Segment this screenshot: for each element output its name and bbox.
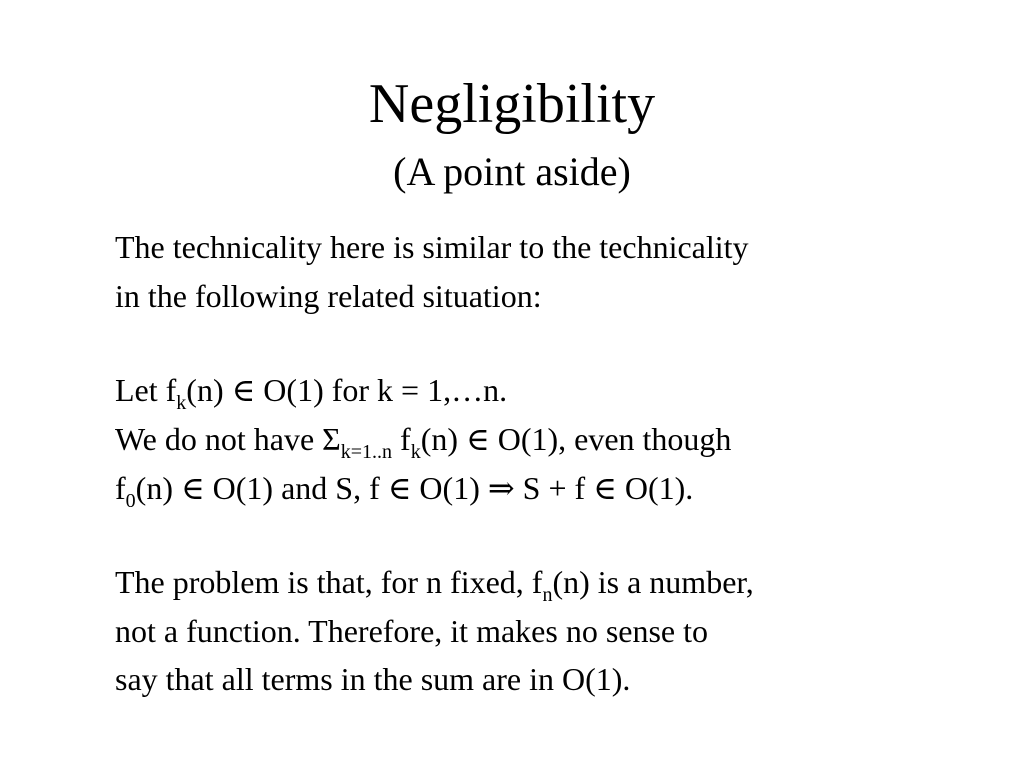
slide-subtitle: (A point aside) xyxy=(393,149,631,194)
paragraph-3-line-1 xyxy=(115,562,754,606)
subscript: n xyxy=(542,584,553,606)
text-segment: f xyxy=(115,470,126,506)
text-segment: We do not have Σ xyxy=(115,421,341,457)
subscript: k xyxy=(410,441,421,463)
text-segment: (n) ∈ O(1), even though xyxy=(420,421,732,457)
text-segment: (n) ∈ O(1) for k = 1,…n. xyxy=(186,372,508,408)
text-segment: (n) ∈ O(1) and S, f ∈ O(1) ⇒ S + f ∈ O(1). xyxy=(135,470,694,506)
subscript: 0 xyxy=(125,490,136,512)
paragraph-1-line-2: in the following related situation: xyxy=(115,278,542,314)
text-segment: Let f xyxy=(115,372,177,408)
paragraph-1-line-1: The technicality here is similar to the technicality xyxy=(115,229,749,265)
text-segment: (n) is a number, xyxy=(552,564,754,600)
subscript: k=1..n xyxy=(340,441,393,463)
paragraph-2-line-3 xyxy=(115,468,694,512)
paragraph-3-line-2: not a function. Therefore, it makes no sense to xyxy=(115,613,709,649)
paragraph-3-line-3: say that all terms in the sum are in O(1). xyxy=(115,661,631,697)
text-segment: f xyxy=(392,421,411,457)
paragraph-2-line-1 xyxy=(115,370,508,414)
text-segment: The problem is that, for n fixed, f xyxy=(115,564,543,600)
subscript: k xyxy=(176,392,187,414)
paragraph-2-line-2 xyxy=(115,419,732,463)
slide-title: Negligibility xyxy=(368,73,656,135)
